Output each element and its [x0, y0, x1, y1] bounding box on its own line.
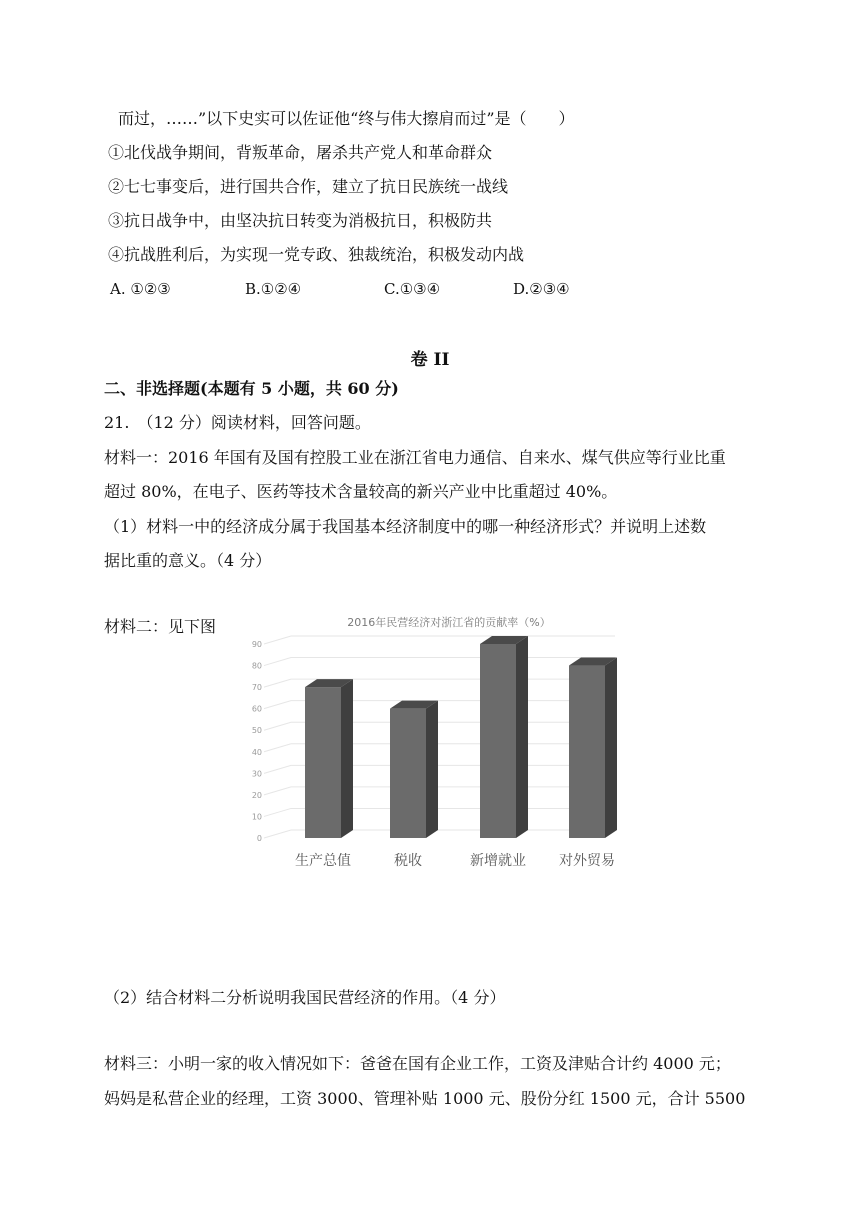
- q20-option-b: B.①②④: [245, 280, 302, 298]
- y-tick-label: 90: [251, 640, 262, 649]
- volume-title: 卷 II: [410, 350, 450, 370]
- y-tick-label: 10: [251, 812, 262, 822]
- y-tick-label: 60: [251, 704, 262, 714]
- y-tick-label: 30: [251, 769, 262, 779]
- sub-question-2: （2）结合材料二分析说明我国民营经济的作用。（4 分）: [104, 988, 506, 1007]
- q20-option-c: C.①③④: [384, 280, 441, 298]
- x-category-label: 生产总值: [295, 853, 351, 869]
- y-tick-label: 20: [251, 790, 262, 800]
- material3-line2: 妈妈是私营企业的经理，工资 3000、管理补贴 1000 元、股份分红 1500 元，合计 5500: [104, 1089, 746, 1108]
- q20-stem-tail: 而过，……”以下史实可以佐证他“终与伟大擦肩而过”是（ ）: [118, 109, 575, 128]
- y-tick-label: 80: [251, 661, 262, 671]
- chart-y-axis: [252, 640, 262, 843]
- q20-option-d: D.②③④: [513, 280, 570, 298]
- x-category-label: 对外贸易: [559, 853, 615, 869]
- q20-item-4: ④抗战胜利后，为实现一党专政、独裁统治，积极发动内战: [108, 245, 525, 264]
- material1-line1: 材料一：2016 年国有及国有控股工业在浙江省电力通信、自来水、煤气供应等行业比重: [104, 448, 726, 467]
- y-tick-label: 0: [256, 834, 262, 843]
- sub-question-1-line2: 据比重的意义。（4 分）: [104, 551, 272, 570]
- x-category-label: 税收: [394, 853, 422, 869]
- q20-item-1: ①北伐战争期间，背叛革命，屠杀共产党人和革命群众: [108, 143, 493, 162]
- gridline: [264, 658, 615, 666]
- sub-question-1-line1: （1）材料一中的经济成分属于我国基本经济制度中的哪一种经济形式？并说明上述数: [104, 517, 707, 536]
- section-heading: 二、非选择题(本题有 5 小题，共 60 分): [104, 379, 399, 398]
- bar: [569, 658, 617, 838]
- chart-bars: [305, 636, 617, 838]
- material3-line1: 材料三：小明一家的收入情况如下：爸爸在国有企业工作，工资及津贴合计约 4000 元；: [104, 1054, 731, 1073]
- x-category-label: 新增就业: [470, 853, 526, 869]
- q20-item-3: ③抗日战争中，由坚决抗日转变为消极抗日，积极防共: [108, 211, 493, 230]
- y-tick-label: 70: [251, 683, 262, 693]
- material2-label: 材料二：见下图: [104, 617, 217, 636]
- y-tick-label: 40: [251, 747, 262, 757]
- bar: [305, 679, 353, 838]
- y-tick-label: 50: [251, 726, 262, 736]
- gridline: [264, 636, 615, 644]
- chart-title: 2016年民营经济对浙江省的贡献率（%）: [347, 616, 551, 629]
- contribution-bar-chart: [240, 605, 640, 875]
- material1-line2: 超过 80%，在电子、医药等技术含量较高的新兴产业中比重超过 40%。: [104, 482, 618, 501]
- q20-option-a: A. ①②③: [110, 280, 171, 298]
- bar: [390, 701, 438, 838]
- q21-intro: 21. （12 分）阅读材料，回答问题。: [104, 413, 371, 432]
- chart-x-axis: [295, 852, 615, 869]
- q20-item-2: ②七七事变后，进行国共合作，建立了抗日民族统一战线: [108, 177, 509, 196]
- bar: [480, 636, 528, 838]
